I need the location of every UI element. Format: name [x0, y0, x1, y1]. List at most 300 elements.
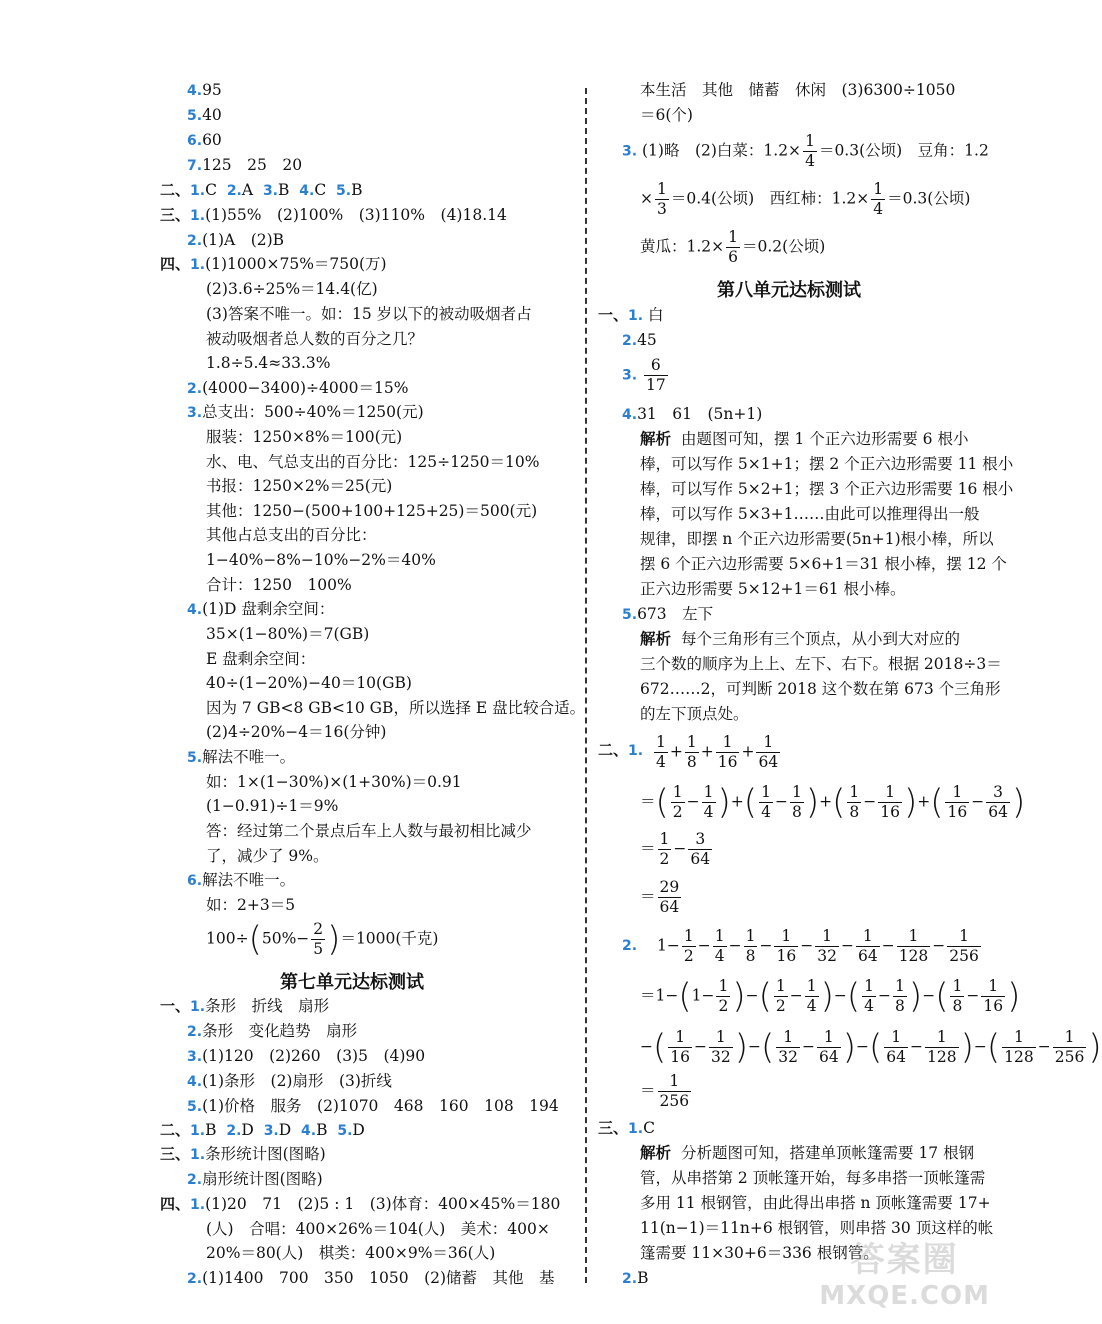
item-number: 6. — [187, 873, 203, 889]
fraction — [1053, 1028, 1087, 1067]
fraction — [862, 977, 876, 1016]
unit-7-heading: 第七单元达标测试 — [280, 972, 424, 993]
formula-line: ＝ $\frac{1}{256}$ — [640, 1072, 690, 1110]
analysis-line: 棒，可以写作 5×3+1……由此可以推理得出一般 — [640, 505, 980, 523]
fraction — [658, 1072, 692, 1111]
analysis-line: 棒，可以写作 5×2+1；摆 3 个正六边形需要 16 根小 — [640, 480, 1014, 498]
fraction — [776, 1028, 800, 1067]
answer-text: 解法不唯一。 — [202, 748, 296, 766]
fraction — [644, 356, 668, 395]
formula-text: 100÷ — [206, 929, 249, 948]
answer-text: 条形 变化趋势 扇形 — [202, 1022, 358, 1040]
answer-text: ＝0.2(公顷) — [742, 237, 826, 256]
denominator: 16 — [670, 1048, 690, 1066]
numerator: 1 — [878, 783, 902, 803]
item-number: 3. — [262, 183, 278, 199]
fraction — [945, 783, 969, 822]
fraction — [981, 977, 1005, 1016]
answer-line — [187, 230, 284, 251]
fraction — [893, 977, 907, 1016]
watermark-url: MXQE.COM — [819, 1281, 990, 1311]
fraction — [709, 1028, 733, 1067]
numerator: 1 — [774, 927, 798, 947]
denominator: 64 — [659, 898, 680, 916]
answer-text: ＝0.3(公顷) — [887, 189, 971, 208]
numerator: 1 — [806, 977, 817, 995]
item-number: 2. — [226, 183, 242, 199]
item-number: 4. — [301, 1123, 317, 1139]
analysis-tag: 解析 — [640, 430, 672, 448]
denominator: 4 — [864, 997, 875, 1015]
denominator: 2 — [659, 850, 670, 868]
numerator: 1 — [668, 1028, 692, 1048]
denominator: 128 — [1004, 1048, 1034, 1066]
fraction — [682, 927, 696, 966]
section-label: 三、 — [160, 1145, 191, 1163]
item-number: 4. — [187, 602, 203, 618]
answer-line — [187, 1169, 323, 1190]
answer-text: 扇形统计图(图略) — [202, 1170, 323, 1188]
fraction — [311, 920, 325, 959]
denominator: 64 — [988, 803, 1008, 821]
answer-line — [622, 356, 670, 395]
item-number: 4. — [187, 1074, 203, 1090]
answer-line — [160, 254, 387, 275]
answer-line — [187, 1046, 425, 1067]
item-number: 5. — [187, 1099, 203, 1115]
numerator: 1 — [775, 977, 786, 995]
numerator: 1 — [718, 977, 729, 995]
denominator: 256 — [949, 947, 979, 965]
denominator: 4 — [703, 803, 714, 821]
denominator: 64 — [819, 1048, 839, 1066]
item-number: 6. — [187, 133, 203, 149]
denominator: 256 — [1054, 1048, 1085, 1066]
analysis-line: 棒，可以写作 5×1+1；摆 2 个正六边形需要 11 根小 — [640, 455, 1014, 473]
fraction — [817, 1028, 841, 1067]
fraction — [884, 1028, 908, 1067]
denominator: 4 — [873, 200, 884, 218]
numerator: 1 — [686, 733, 697, 751]
denominator: 64 — [690, 850, 711, 868]
answer-line: 被动吸烟者总人数的百分之几？ — [206, 330, 424, 348]
numerator: 1 — [849, 783, 860, 801]
answer-line — [187, 80, 222, 101]
item-number: 1. — [628, 1121, 644, 1137]
denominator: 256 — [659, 1092, 690, 1110]
answer-text: D — [278, 1121, 292, 1139]
numerator: 1 — [776, 1028, 800, 1048]
answer-text: 60 — [202, 131, 222, 149]
answer-line — [187, 155, 302, 176]
answer-line — [187, 105, 222, 126]
answer-text: × — [640, 189, 653, 208]
answer-line: 合计：1250 100% — [206, 576, 352, 594]
item-number: 2. — [187, 1271, 203, 1287]
answer-text: (1)55% (2)100% (3)110% (4)18.14 — [205, 206, 507, 224]
item-number: 1. — [628, 308, 644, 324]
numerator: 1 — [895, 977, 905, 995]
numerator: 1 — [714, 927, 725, 945]
section-label: 二、 — [598, 741, 629, 759]
answer-line: 其他：1250−(500+100+125+25)＝500(元) — [206, 502, 538, 520]
analysis-line: 11(n−1)＝11n+6 根钢管，则串搭 30 顶这样的帐 — [640, 1219, 994, 1237]
numerator: 1 — [952, 977, 963, 995]
numerator: 1 — [925, 1028, 959, 1048]
numerator: 6 — [644, 356, 668, 376]
numerator: 1 — [815, 927, 839, 947]
item-number: 2. — [226, 1123, 242, 1139]
denominator: 4 — [805, 152, 815, 170]
answer-text: C — [643, 1119, 655, 1137]
numerator: 1 — [1053, 1028, 1087, 1048]
numerator: 1 — [703, 783, 714, 801]
answer-text: (1)1000×75%＝750(万) — [205, 255, 387, 273]
numerator: 1 — [884, 1028, 908, 1048]
answer-text: (1)1400 700 350 1050 (2)储蓄 其他 基 — [202, 1269, 555, 1287]
answer-line — [187, 870, 295, 891]
answer-text: (1)A (2)B — [202, 231, 285, 249]
fraction — [759, 783, 773, 822]
formula-line: ＝1−(1− $\frac{1}{2}$ )−( $\frac{1}{2}$ − $\frac{1}{4}$ )−( $\frac{1}{4}$ − $\frac{1}{8}$ )−( $\frac{1}{8}$ − $\frac{1}{16}$ ) — [640, 976, 1021, 1017]
answer-line — [187, 1268, 555, 1289]
numerator: 1 — [745, 927, 756, 945]
answer-line: 1.8÷5.4≈33.3% — [206, 354, 331, 372]
numerator: 1 — [864, 977, 875, 995]
section-label: 一、 — [598, 306, 629, 324]
answer-line — [187, 1096, 559, 1117]
numerator: 1 — [709, 1028, 733, 1048]
item-number: 2. — [187, 233, 203, 249]
formula-text: 50%− — [261, 929, 310, 948]
answer-line — [622, 132, 989, 171]
numerator: 1 — [728, 228, 739, 246]
fraction — [950, 977, 964, 1016]
answer-text: B — [351, 181, 363, 199]
answer-text: (1)D 盘剩余空间： — [202, 600, 335, 618]
numerator: 1 — [658, 1072, 692, 1092]
analysis-line: 摆 6 个正六边形需要 5×6+1＝31 根小棒，摆 12 个 — [640, 555, 1007, 573]
analysis-text: 由题图可知，摆 1 个正六边形需要 6 根小 — [681, 430, 969, 448]
formula-line: ＝ $\frac{1}{2}$ − $\frac{3}{64}$ — [640, 830, 711, 868]
numerator: 1 — [873, 180, 884, 198]
fraction — [925, 1028, 959, 1067]
numerator: 1 — [897, 927, 931, 947]
answer-line — [622, 604, 713, 625]
denominator: 64 — [886, 1048, 906, 1066]
answer-line — [622, 935, 637, 956]
answer-text: (4000−3400)÷4000＝15% — [202, 379, 409, 397]
answer-text: D — [241, 1121, 254, 1139]
answer-line — [187, 378, 408, 399]
denominator: 32 — [817, 947, 837, 965]
denominator: 4 — [656, 753, 666, 771]
answer-line — [622, 330, 657, 351]
fraction — [847, 783, 861, 822]
denominator: 3 — [657, 200, 667, 218]
answer-line: 本生活 其他 储蓄 休闲 (3)6300÷1050 — [640, 81, 956, 99]
denominator: 2 — [718, 997, 729, 1015]
analysis-line: 篷需要 11×30+6＝336 根钢管。 — [640, 1244, 879, 1262]
numerator: 1 — [716, 733, 740, 753]
numerator: 3 — [688, 830, 712, 850]
fraction — [856, 927, 880, 966]
answer-line: 1−40%−8%−10%−2%＝40% — [206, 551, 436, 569]
answer-text: 95 — [202, 81, 222, 99]
answer-text: D — [352, 1121, 365, 1139]
answer-line: ＝6(个) — [640, 106, 693, 124]
fraction — [668, 1028, 692, 1067]
answer-line: 了，减少了 9%。 — [206, 847, 329, 865]
denominator: 16 — [717, 753, 738, 771]
fraction — [702, 783, 716, 822]
fraction — [688, 830, 712, 869]
fraction — [1002, 1028, 1036, 1067]
numerator: 2 — [313, 920, 324, 938]
item-number: 5. — [622, 607, 638, 623]
analysis-tag: 解析 — [640, 1144, 672, 1162]
numerator: 1 — [656, 733, 666, 751]
denominator: 128 — [927, 1048, 957, 1066]
answer-text: B — [278, 181, 290, 199]
answer-line: 如：1×(1−30%)×(1+30%)＝0.91 — [206, 773, 462, 791]
answer-line: (2)4÷20%−4＝16(分钟) — [206, 723, 387, 741]
item-number: 2. — [187, 1172, 203, 1188]
item-number: 2. — [622, 333, 638, 349]
denominator: 17 — [646, 376, 666, 394]
denominator: 16 — [776, 947, 797, 965]
fraction — [716, 977, 730, 1016]
answer-line: 服装：1250×8%＝100(元) — [206, 428, 403, 446]
item-number: 2. — [187, 381, 203, 397]
numerator: 1 — [683, 927, 694, 945]
answer-line — [640, 228, 825, 267]
numerator: 1 — [761, 783, 771, 801]
answer-line — [160, 205, 507, 226]
answer-line — [187, 130, 222, 151]
answer-line — [598, 1118, 655, 1139]
answer-text: B — [637, 1269, 649, 1287]
answer-line — [160, 1144, 326, 1165]
item-number: 1. — [190, 257, 206, 273]
formula-line: 1− $\frac{1}{2}$ − $\frac{1}{4}$ − $\frac{1}{8}$ − $\frac{1}{16}$ − $\frac{1}{32}$ − $\frac{1}{64}$ − $\frac{1}{128}$ − $\frac{1}{256}$ — [657, 927, 979, 965]
item-number: 7. — [187, 158, 203, 174]
formula-text: ＝1000(千克) — [340, 929, 439, 948]
answer-line — [187, 1021, 357, 1042]
section-label: 四、 — [160, 255, 191, 273]
answer-text: 31 61 (5n+1) — [637, 405, 763, 423]
answer-text: 解法不唯一。 — [202, 871, 296, 889]
answer-text: B — [205, 1121, 217, 1139]
fraction — [774, 977, 788, 1016]
unit-8-heading: 第八单元达标测试 — [717, 280, 861, 301]
answer-text: 125 25 20 — [202, 156, 303, 174]
answer-line: 其他占总支出的百分比： — [206, 526, 377, 544]
item-number: 4. — [299, 183, 315, 199]
numerator: 29 — [659, 878, 680, 896]
numerator: 1 — [805, 132, 815, 150]
answer-line: (人) 合唱：400×26%＝104(人) 美术：400× — [206, 1220, 550, 1238]
fraction — [790, 783, 804, 822]
fraction — [713, 927, 727, 966]
answer-line — [640, 180, 970, 219]
fraction — [897, 927, 931, 966]
analysis-text: 分析题图可知，搭建单顶帐篷需要 17 根钢 — [681, 1144, 975, 1162]
answer-line — [160, 996, 329, 1017]
analysis-line: 的左下顶点处。 — [640, 705, 749, 723]
analysis-line: 管，从串搭第 2 顶帐篷开始，每多串搭一顶帐篷需 — [640, 1169, 986, 1187]
fraction — [716, 733, 740, 772]
answer-line — [622, 1268, 648, 1289]
item-number: 2. — [622, 1271, 638, 1287]
numerator: 1 — [945, 783, 969, 803]
fraction — [658, 830, 672, 869]
fraction — [658, 878, 682, 917]
answer-line — [160, 180, 363, 201]
answer-text: C — [314, 181, 327, 199]
analysis-line: 正六边形需要 5×12+1＝61 根小棒。 — [640, 580, 906, 598]
answer-line — [622, 404, 762, 425]
answer-text: (1)略 (2)白菜：1.2× — [642, 141, 802, 160]
item-number: 1. — [190, 1123, 206, 1139]
answer-line: (3)答案不唯一。如：15 岁以下的被动吸烟者占 — [206, 305, 532, 323]
answer-text: (1)条形 (2)扇形 (3)折线 — [202, 1072, 392, 1090]
fraction — [947, 927, 981, 966]
analysis-tag: 解析 — [640, 630, 672, 648]
denominator: 2 — [775, 997, 786, 1015]
analysis-text: 每个三角形有三个顶点，从小到大对应的 — [681, 630, 961, 648]
answer-text: 白 — [648, 306, 664, 324]
item-number: 2. — [622, 938, 638, 954]
answer-line — [598, 305, 664, 326]
answer-text: B — [316, 1121, 328, 1139]
denominator: 5 — [313, 940, 324, 958]
answer-text: 条形统计图(图略) — [205, 1145, 326, 1163]
numerator: 1 — [756, 733, 780, 753]
numerator: 1 — [659, 830, 670, 848]
answer-line — [160, 1120, 365, 1141]
answer-line: 水、电、气总支出的百分比：125÷1250＝10% — [206, 453, 540, 471]
answer-line — [160, 1194, 560, 1215]
item-number: 1. — [190, 1147, 206, 1163]
analysis-line: 三个数的顺序为上上、左下、右下。根据 2018÷3＝ — [640, 655, 1002, 673]
item-number: 1. — [190, 208, 206, 224]
denominator: 8 — [952, 997, 963, 1015]
answer-text: (1)20 71 (2)5 : 1 (3)体育：400×45%＝180 — [205, 1195, 561, 1213]
denominator: 64 — [857, 947, 878, 965]
fraction — [878, 783, 902, 822]
answer-line — [187, 599, 334, 620]
answer-text: 673 左下 — [637, 605, 714, 623]
denominator: 32 — [711, 1048, 731, 1066]
watermark-title: 答案圈 — [850, 1240, 959, 1280]
answer-line — [187, 1071, 392, 1092]
formula-line: ＝( $\frac{1}{2}$ − $\frac{1}{4}$ )+( $\frac{1}{4}$ − $\frac{1}{8}$ )+( $\frac{1}{8}$ − $\frac{1}{16}$ )+( $\frac{1}{16}$ − $\frac{3}{64}$ ) — [640, 782, 1026, 823]
analysis-line — [640, 629, 960, 649]
item-number: 4. — [187, 83, 203, 99]
answer-text: 45 — [637, 331, 657, 349]
formula-line: ＝ $\frac{29}{64}$ — [640, 878, 680, 916]
numerator: 1 — [1002, 1028, 1036, 1048]
denominator: 16 — [880, 803, 900, 821]
answer-text: 40 — [202, 106, 222, 124]
denominator: 64 — [758, 753, 779, 771]
numerator: 1 — [672, 783, 683, 801]
answer-text: A — [241, 181, 254, 199]
analysis-line — [640, 1143, 974, 1163]
denominator: 8 — [745, 947, 756, 965]
fraction — [805, 977, 819, 1016]
item-number: 5. — [187, 750, 203, 766]
fraction — [774, 927, 798, 966]
numerator: 1 — [856, 927, 880, 947]
fraction — [803, 132, 817, 171]
denominator: 4 — [714, 947, 725, 965]
numerator: 1 — [791, 783, 802, 801]
fraction — [815, 927, 839, 966]
answer-text: C — [205, 181, 217, 199]
item-number: 3. — [187, 405, 203, 421]
fraction — [655, 180, 669, 219]
fraction — [744, 927, 758, 966]
answer-line: 书报：1250×2%＝25(元) — [206, 477, 393, 495]
section-label: 一、 — [160, 997, 191, 1015]
item-number: 2. — [187, 1024, 203, 1040]
denominator: 8 — [895, 997, 905, 1015]
answer-text: 总支出：500÷40%＝1250(元) — [202, 403, 424, 421]
analysis-line: 多用 11 根钢管，由此得出串搭 n 顶帐篷需要 17+ — [640, 1194, 991, 1212]
answer-line: 因为 7 GB<8 GB<10 GB，所以选择 E 盘比较合适。 — [206, 699, 586, 717]
answer-line: E 盘剩余空间： — [206, 650, 316, 668]
item-number: 4. — [622, 407, 638, 423]
denominator: 32 — [778, 1048, 798, 1066]
item-number: 3. — [187, 1049, 203, 1065]
section-label: 四、 — [160, 1195, 191, 1213]
fraction — [871, 180, 885, 219]
denominator: 2 — [683, 947, 694, 965]
fraction — [671, 783, 685, 822]
denominator: 4 — [761, 803, 771, 821]
denominator: 4 — [806, 997, 817, 1015]
item-number: 1. — [190, 1197, 206, 1213]
answer-line: 35×(1−80%)＝7(GB) — [206, 625, 370, 643]
answer-line — [598, 740, 643, 761]
answer-line — [187, 402, 424, 423]
analysis-line: 672……2，可判断 2018 这个数在第 673 个三角形 — [640, 680, 1001, 698]
item-number: 5. — [336, 183, 352, 199]
numerator: 3 — [986, 783, 1010, 803]
denominator: 16 — [947, 803, 968, 821]
answer-line: 如：2+3＝5 — [206, 896, 296, 914]
answer-text: ＝0.3(公顷) 豆角：1.2 — [818, 141, 989, 160]
answer-text: 条形 折线 扇形 — [205, 997, 330, 1015]
denominator: 128 — [898, 947, 929, 965]
item-number: 1. — [628, 743, 644, 759]
analysis-line — [640, 429, 968, 449]
column-divider — [585, 88, 587, 1283]
denominator: 8 — [791, 803, 802, 821]
item-number: 1. — [190, 183, 206, 199]
fraction — [756, 733, 780, 772]
section-label: 三、 — [160, 206, 191, 224]
formula-line: 100÷(50%− $\frac{2}{5}$ )＝1000(千克) — [206, 919, 439, 960]
watermark-logo — [819, 1232, 990, 1311]
numerator: 1 — [817, 1028, 841, 1048]
formula-line: $\frac{1}{4}$ + $\frac{1}{8}$ + $\frac{1}{16}$ + $\frac{1}{64}$ — [656, 733, 779, 771]
item-number: 3. — [263, 1123, 279, 1139]
denominator: 8 — [686, 753, 697, 771]
answer-line: 答：经过第二个景点后车上人数与最初相比减少 — [206, 822, 532, 840]
